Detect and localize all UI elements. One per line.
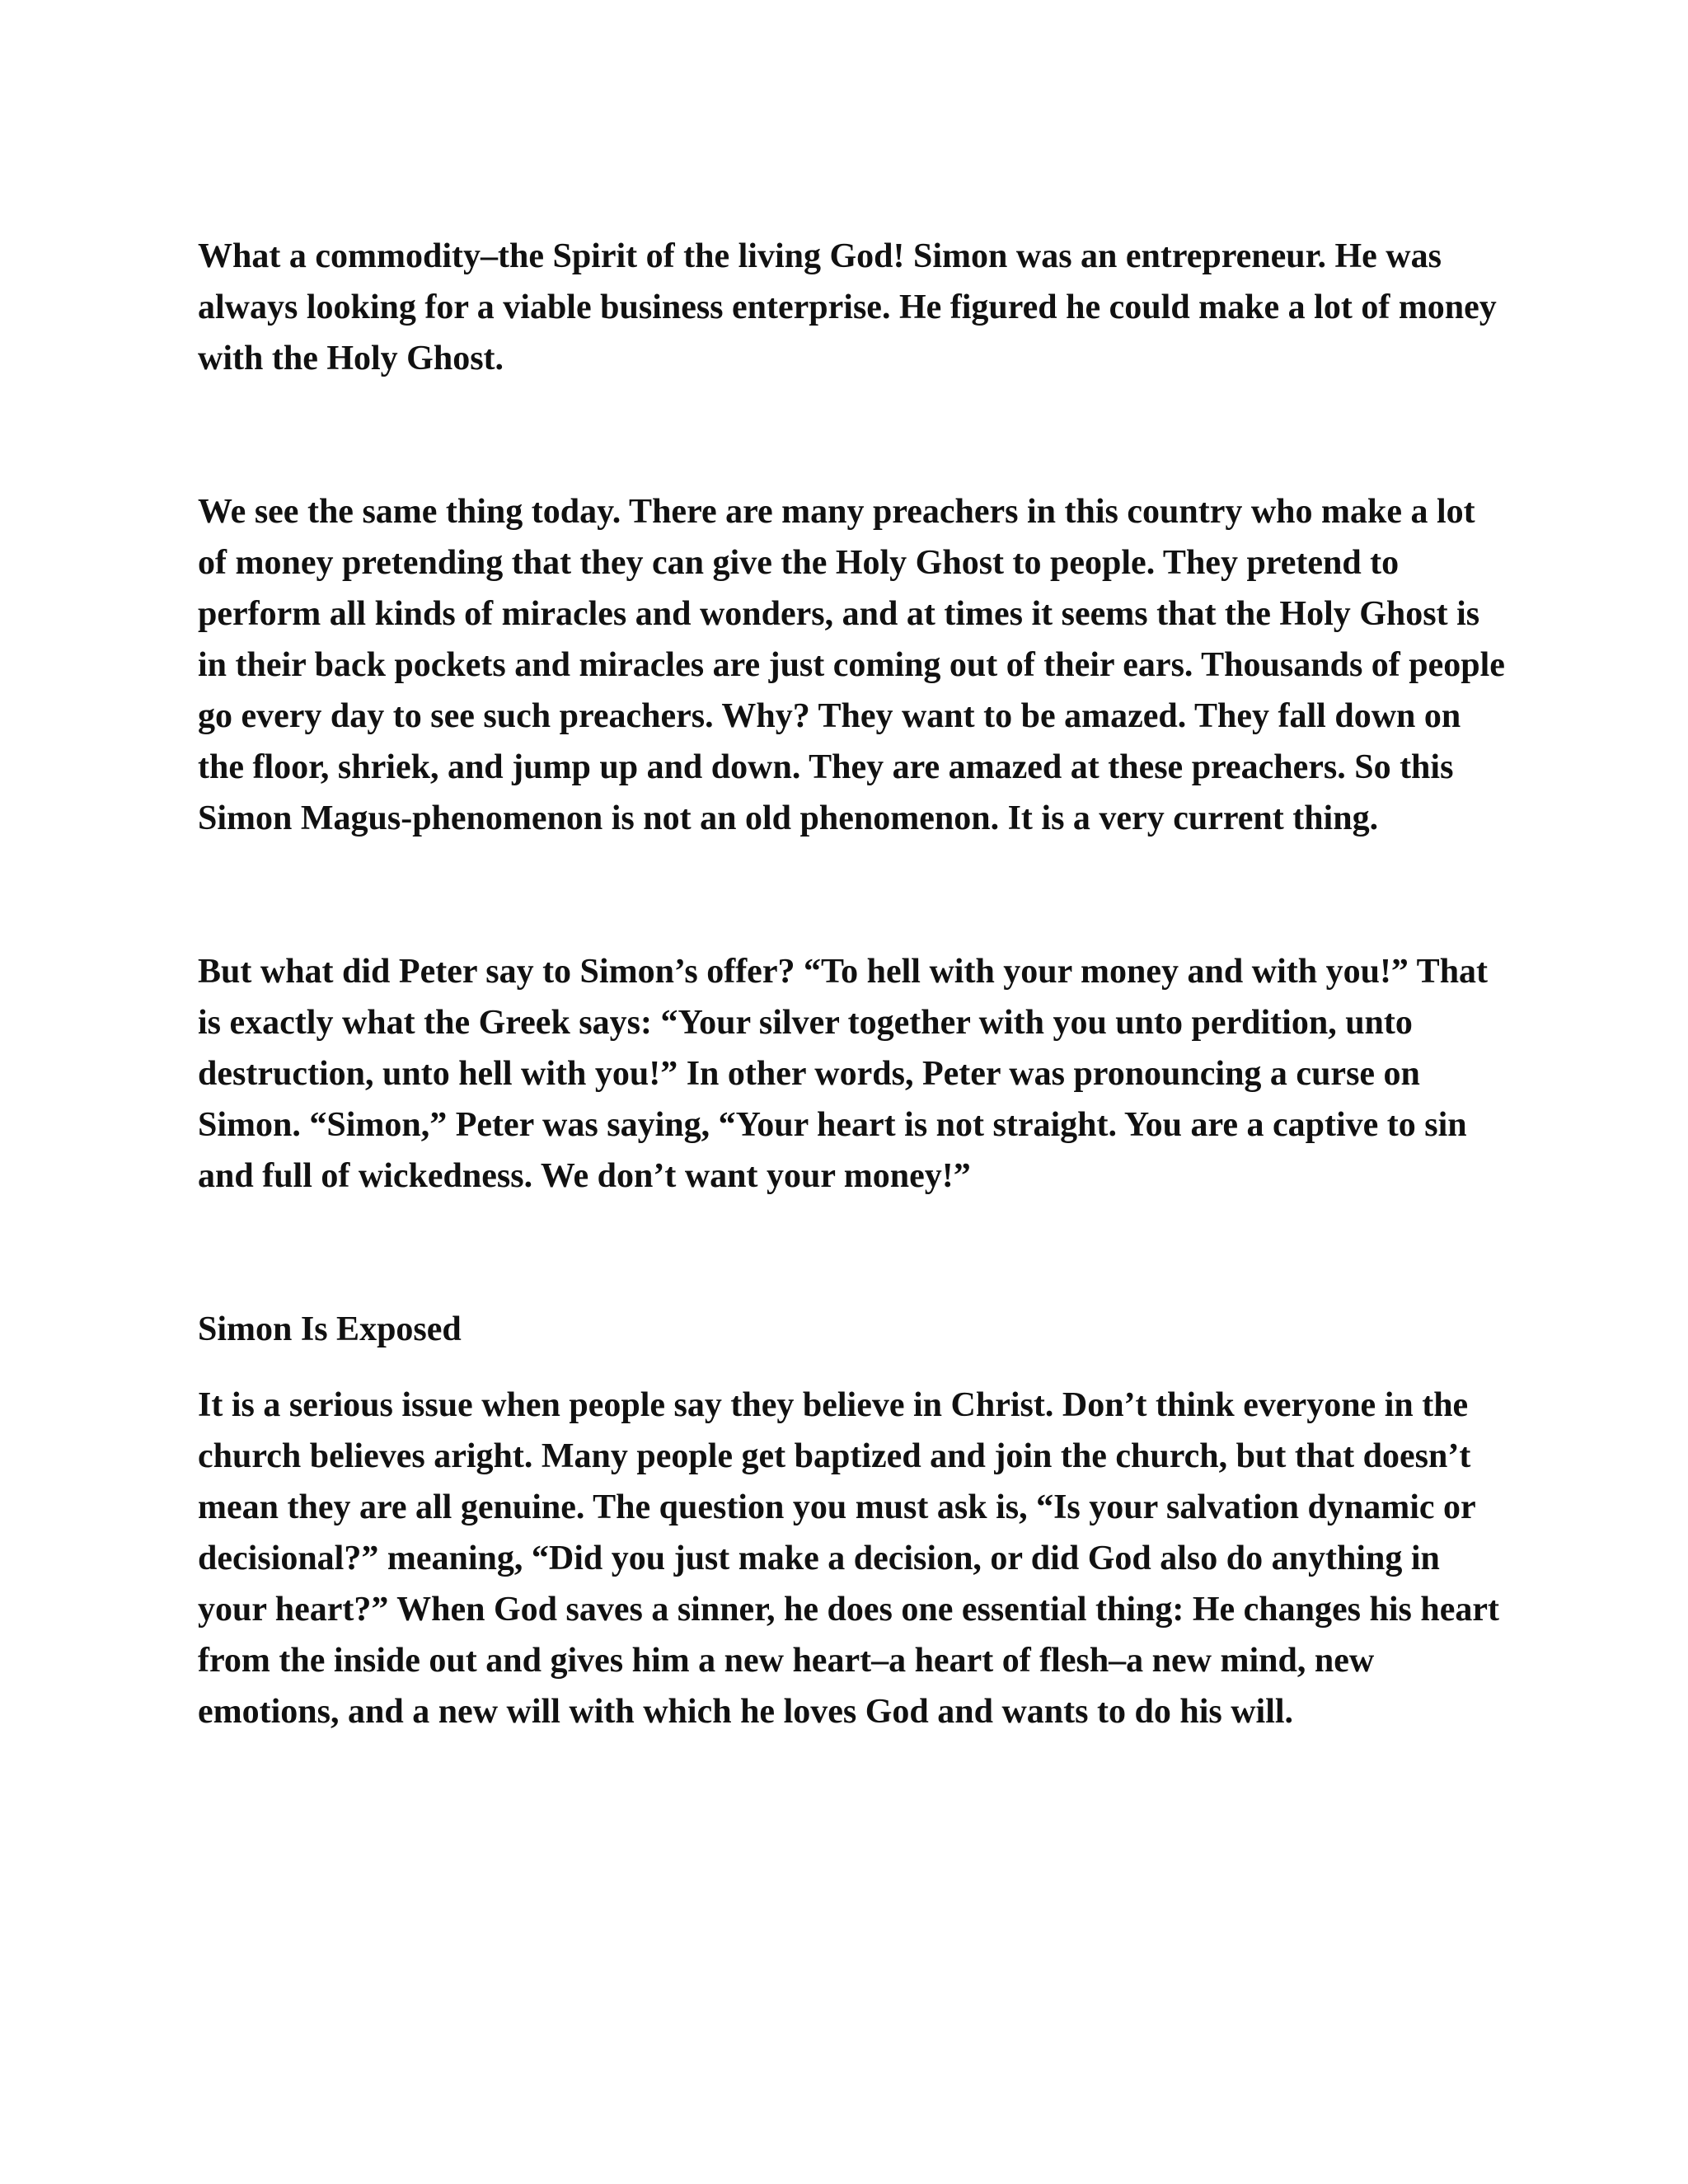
paragraph-preachers-today: We see the same thing today. There are many preachers in this country who make a lot of money pretending that they can give the Holy Ghost to people. They pretend to perform all kinds of miracles and wonders, and at times it seems that the Holy Ghost is in their back pockets and miracles are just coming out of their ears. Thousands of people go every day to see such preachers. Why? They want to be amazed. They fall down on the floor, shriek, and jump up and down. They are amazed at these preachers. So this Simon Magus-phenomenon is not an old phenomenon. It is a very current thing. — [198, 493, 1505, 837]
document-body — [198, 231, 1508, 1737]
paragraph-simon-entrepreneur: What a commodity–the Spirit of the living God! Simon was an entrepreneur. He was always looking for a viable business enterprise. He figured he could make a lot of money with the Holy Ghost. — [198, 237, 1497, 377]
paragraph-peter-response: But what did Peter say to Simon’s offer? “To hell with your money and with you!” That is exactly what the Greek says: “Your silver together with you unto perdition, unto destruction, unto hell with you!” In other words, Peter was pronouncing a curse on Simon. “Simon,” Peter was saying, “Your heart is not straight. You are a captive to sin and full of wickedness. We don’t want your money!” — [198, 953, 1489, 1195]
paragraph-salvation: It is a serious issue when people say they believe in Christ. Don’t think everyone in the church believes aright. Many people get baptized and join the church, but that doesn’t mean they are all genuine. The question you must ask is, “Is your salvation dynamic or decisional?” meaning, “Did you just make a decision, or did God also do anything in your heart?” When God saves a sinner, he does one essential thing: He changes his heart from the inside out and gives him a new heart–a heart of flesh–a new mind, new emotions, and a new will with which he loves God and wants to do his will. — [198, 1386, 1499, 1731]
section-heading: Simon Is Exposed — [198, 1310, 462, 1348]
